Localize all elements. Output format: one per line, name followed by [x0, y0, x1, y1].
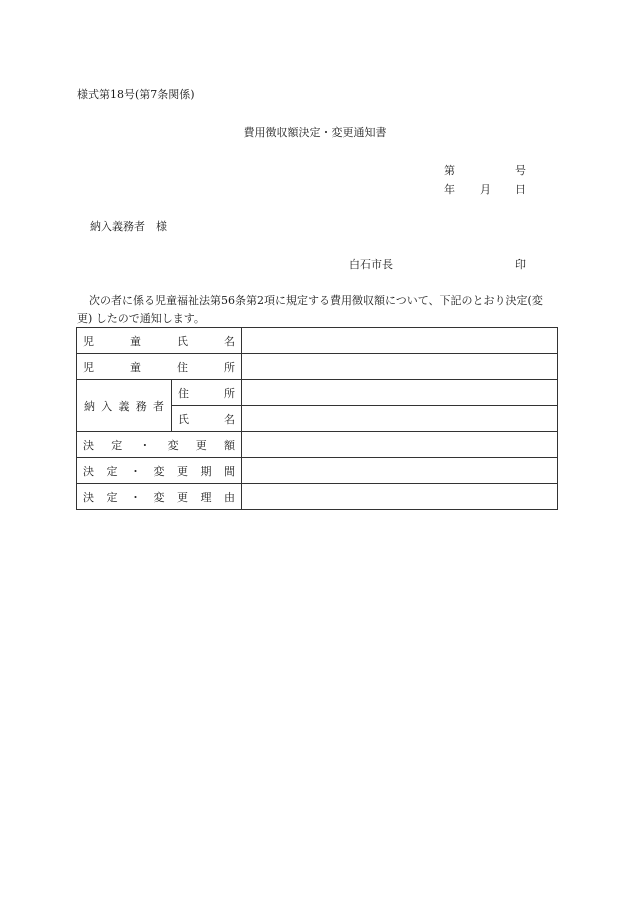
label-char: 入: [101, 399, 113, 413]
label-cell: [77, 432, 242, 458]
table-row: [77, 432, 558, 458]
group-label-cell: [77, 380, 172, 432]
value-cell[interactable]: [242, 406, 558, 432]
date-day-label: 日: [515, 183, 526, 196]
label-char: 決: [83, 464, 94, 478]
label-char: 所: [224, 360, 235, 374]
label-char: 変: [153, 464, 165, 478]
label-char: ・: [130, 464, 141, 478]
label-char: ・: [139, 438, 151, 452]
label-char: ・: [130, 490, 141, 504]
label-char: 由: [224, 490, 235, 504]
value-cell[interactable]: [242, 380, 558, 406]
label-char: 名: [224, 412, 235, 426]
row-label: [77, 437, 241, 453]
row-label: [172, 411, 241, 427]
label-char: 更: [177, 490, 188, 504]
label-char: 変: [167, 438, 179, 452]
label-char: 童: [130, 334, 141, 348]
issue-number-suffix: 号: [515, 164, 526, 177]
label-char: 期: [200, 464, 212, 478]
table-row: [77, 484, 558, 510]
label-cell: [77, 484, 242, 510]
row-label: [77, 489, 241, 505]
label-char: 決: [83, 438, 94, 452]
label-char: 定: [106, 464, 118, 478]
sub-label-cell: [172, 406, 242, 432]
label-char: 務: [135, 399, 147, 413]
label-char: 定: [106, 490, 118, 504]
notice-body-text: 次の者に係る児童福祉法第56条第2項に規定する費用徴収額について、下記のとおり決定(変更) したので通知します。: [77, 294, 543, 325]
table-row: [77, 458, 558, 484]
form-number: 様式第18号(第7条関係): [77, 88, 195, 101]
label-cell: [77, 458, 242, 484]
label-char: 決: [83, 490, 94, 504]
label-char: 童: [130, 360, 141, 374]
value-cell[interactable]: [242, 484, 558, 510]
table-row: [77, 328, 558, 354]
label-char: 氏: [178, 412, 189, 426]
seal-mark: 印: [515, 258, 526, 271]
row-label: [77, 463, 241, 479]
issuer-name: 白石市長: [349, 258, 393, 271]
sub-label-cell: [172, 380, 242, 406]
label-char: 義: [118, 399, 130, 413]
table-row: [77, 380, 558, 406]
label-char: 住: [178, 386, 189, 400]
date-month-label: 月: [480, 183, 491, 196]
label-char: 変: [153, 490, 165, 504]
label-char: 更: [177, 464, 188, 478]
addressee-line: 納入義務者 様: [90, 220, 167, 233]
label-char: 児: [83, 360, 94, 374]
label-char: 児: [83, 334, 94, 348]
value-cell[interactable]: [242, 354, 558, 380]
label-char: 氏: [177, 334, 188, 348]
label-char: 名: [224, 334, 235, 348]
date-year-label: 年: [444, 183, 455, 196]
value-cell[interactable]: [242, 328, 558, 354]
label-char: 定: [111, 438, 123, 452]
label-char: 所: [224, 386, 235, 400]
label-char: 者: [153, 399, 164, 413]
row-label: [77, 359, 241, 375]
label-char: 住: [177, 360, 188, 374]
row-label: [77, 398, 171, 414]
label-cell: [77, 354, 242, 380]
row-label: [77, 333, 241, 349]
value-cell[interactable]: [242, 458, 558, 484]
issue-number-label: 第: [444, 164, 455, 177]
label-char: 納: [84, 399, 95, 413]
value-cell[interactable]: [242, 432, 558, 458]
row-label: [172, 385, 241, 401]
label-char: 理: [200, 490, 212, 504]
table-row: [77, 354, 558, 380]
label-char: 額: [223, 438, 235, 452]
notice-info-table: [76, 327, 558, 510]
document-title: 費用徴収額決定・変更通知書: [243, 126, 387, 139]
label-char: 更: [195, 438, 207, 452]
label-cell: [77, 328, 242, 354]
label-char: 間: [224, 464, 235, 478]
